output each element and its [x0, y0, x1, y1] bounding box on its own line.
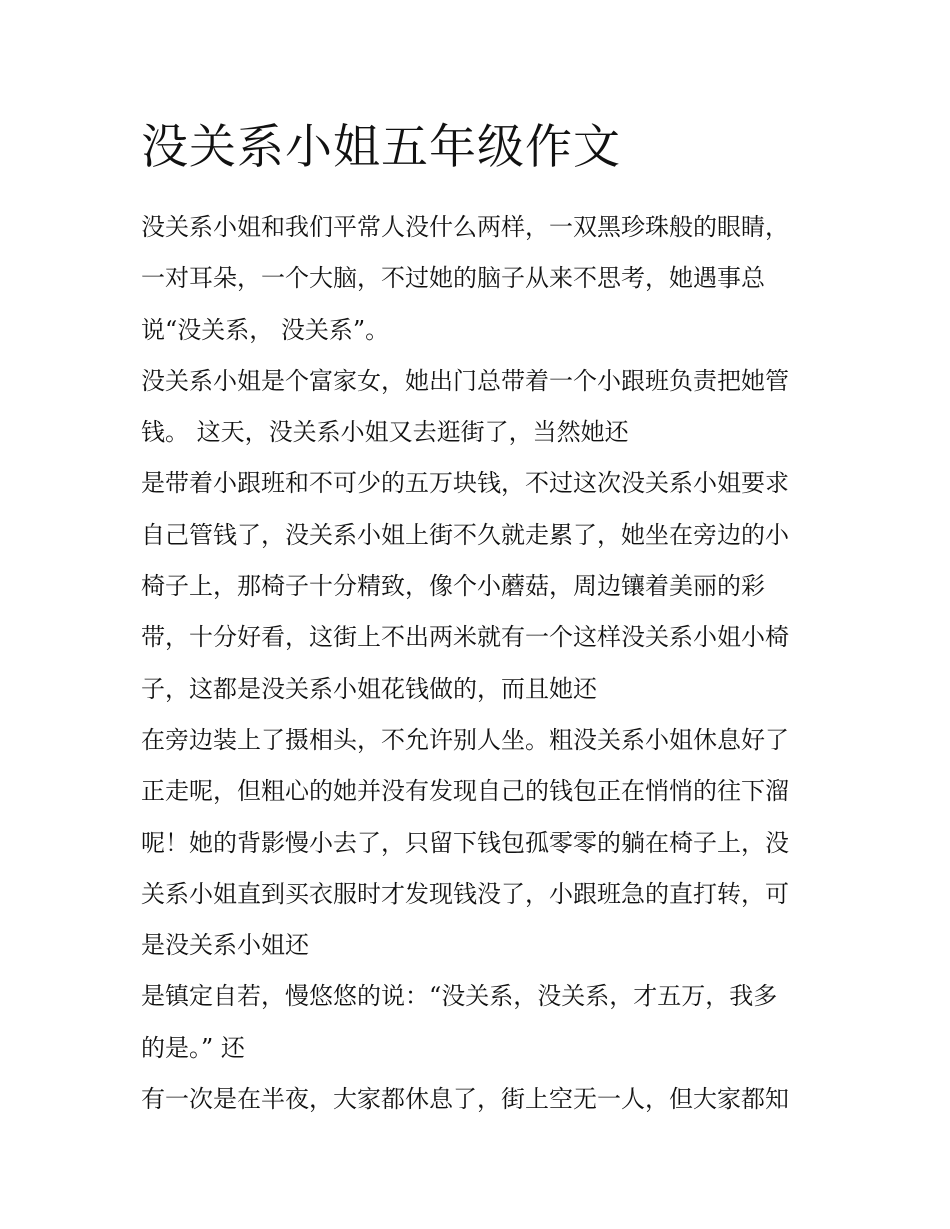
text-line: 子，这都是没关系小姐花钱做的，而且她还	[141, 674, 597, 703]
text-line: 钱。 这天，没关系小姐又去逛街了，当然她还	[141, 418, 629, 447]
text-line: 是带着小跟班和不可少的五万块钱，不过这次没关系小姐要求	[141, 469, 789, 498]
text-line: 说“没关系， 没关系”。	[141, 315, 390, 344]
document-title: 没关系小姐五年级作文	[141, 120, 621, 175]
text-line: 是没关系小姐还	[141, 931, 309, 960]
text-line: 在旁边装上了摄相头，不允许别人坐。粗没关系小姐休息好了	[141, 725, 789, 754]
text-line: 没关系小姐和我们平常人没什么两样，一双黑珍珠般的眼睛，	[141, 213, 789, 241]
text-line: 正走呢，但粗心的她并没有发现自己的钱包正在悄悄的往下溜	[141, 777, 789, 806]
text-line: 没关系小姐是个富家女，她出门总带着一个小跟班负责把她管	[141, 366, 789, 395]
text-line: 的是。” 还	[141, 1033, 245, 1062]
document-body	[141, 202, 821, 1125]
text-line: 椅子上，那椅子十分精致，像个小蘑菇，周边镶着美丽的彩	[141, 572, 765, 601]
text-line: 呢！她的背影慢小去了，只留下钱包孤零零的躺在椅子上，没	[141, 828, 789, 857]
text-line: 一对耳朵，一个大脑，不过她的脑子从来不思考，她遇事总	[141, 264, 765, 293]
text-line: 自己管钱了，没关系小姐上街不久就走累了，她坐在旁边的小	[141, 520, 789, 549]
text-line: 带，十分好看，这街上不出两米就有一个这样没关系小姐小椅	[141, 623, 789, 652]
text-line: 关系小姐直到买衣服时才发现钱没了，小跟班急的直打转，可	[141, 879, 789, 908]
text-line: 有一次是在半夜，大家都休息了，街上空无一人，但大家都知	[141, 1085, 789, 1114]
text-line: 是镇定自若，慢悠悠的说：“没关系，没关系，才五万，我多	[141, 982, 778, 1011]
